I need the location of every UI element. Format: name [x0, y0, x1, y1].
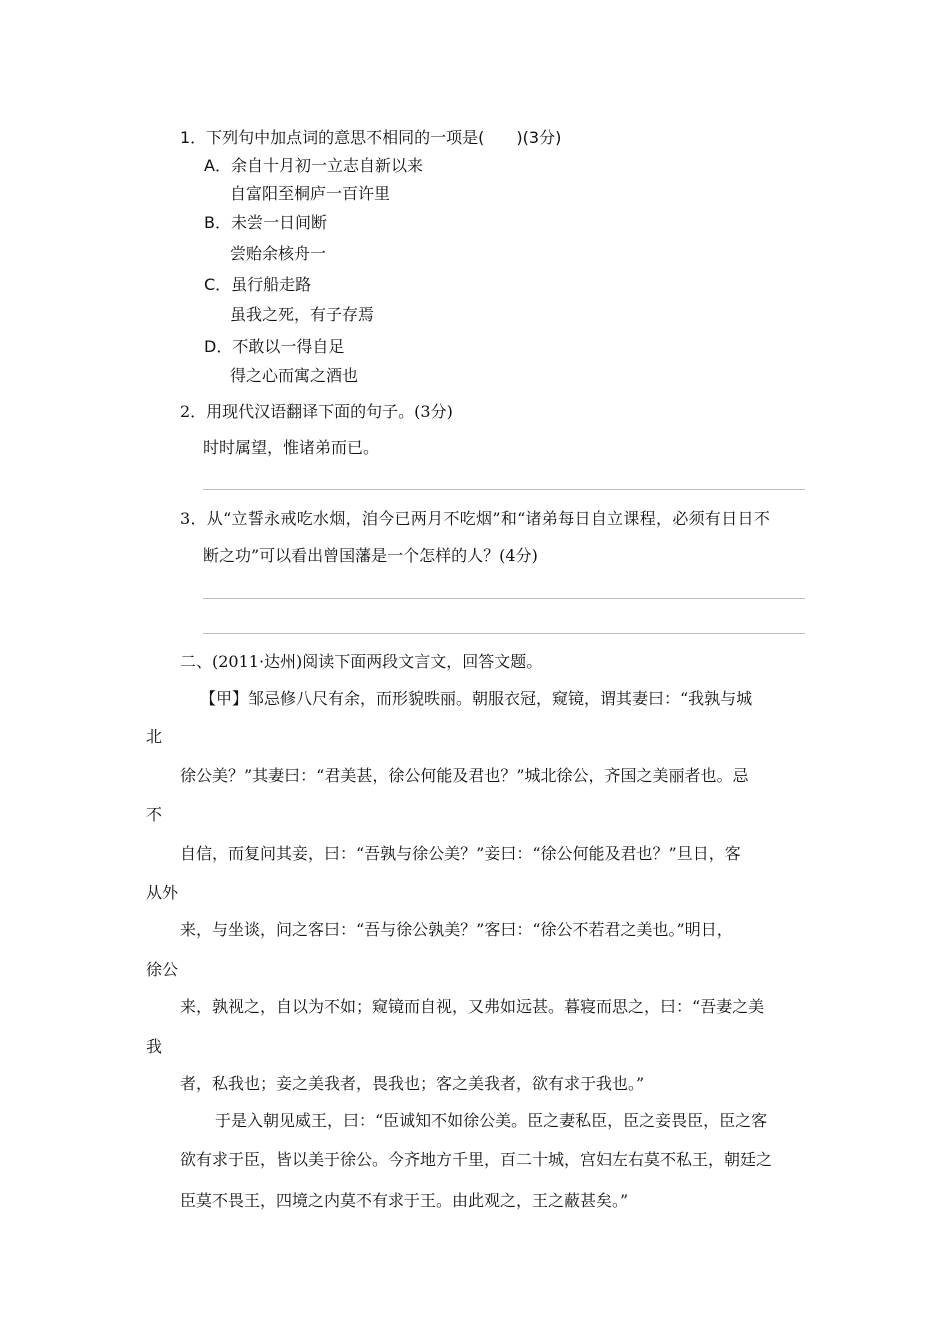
answer-line-3a [203, 598, 805, 599]
passage-jia-line-8: 徐公 [146, 960, 179, 979]
question-2-stem: 2．用现代汉语翻译下面的句子。(3分) [180, 402, 453, 421]
section-2-heading: 二、(2011·达州)阅读下面两段文言文，回答文题。 [180, 652, 543, 671]
passage-jia-line-1: 【甲】邹忌修八尺有余，而形貌昳丽。朝服衣冠，窥镜，谓其妻曰：“我孰与城 [200, 689, 753, 708]
answer-line-3b [203, 633, 805, 634]
passage-jia-line-2: 北 [146, 727, 163, 746]
option-d-line1: D．不敢以一得自足 [204, 337, 345, 356]
option-d-line2: 得之心而寓之酒也 [230, 366, 359, 385]
passage-jia-line-10: 我 [146, 1037, 163, 1056]
option-c-line1: C．虽行船走路 [204, 275, 312, 294]
passage-jia-line-5: 自信，而复问其妾，曰：“吾孰与徐公美？”妾曰：“徐公何能及君也？”旦日，客 [180, 844, 741, 863]
passage-jia-para2-line-1: 于是入朝见威王，曰：“臣诚知不如徐公美。臣之妻私臣，臣之妾畏臣，臣之客 [215, 1111, 768, 1130]
question-1-stem: 1．下列句中加点词的意思不相同的一项是( )(3分) [180, 128, 562, 147]
option-b-line1: B．未尝一日间断 [204, 213, 327, 232]
passage-jia-line-6: 从外 [146, 883, 179, 902]
option-b-line2: 尝贻余核舟一 [230, 244, 327, 263]
question-2-sentence: 时时属望，惟诸弟而已。 [203, 438, 380, 457]
passage-jia-line-4: 不 [146, 805, 163, 824]
passage-jia-para2-line-2: 欲有求于臣，皆以美于徐公。今齐地方千里，百二十城，宫妇左右莫不私王，朝廷之 [180, 1150, 773, 1169]
answer-line-2 [203, 489, 805, 490]
option-c-line2: 虽我之死，有子存焉 [230, 305, 375, 324]
question-3-line2: 断之功”可以看出曾国藩是一个怎样的人？(4分) [203, 546, 538, 565]
passage-jia-line-7: 来，与坐谈，问之客曰：“吾与徐公孰美？”客曰：“徐公不若君之美也。”明日， [180, 920, 733, 939]
passage-jia-para2-line-3: 臣莫不畏王，四境之内莫不有求于王。由此观之，王之蔽甚矣。” [180, 1191, 629, 1210]
option-a-line1: A．余自十月初一立志自新以来 [204, 156, 423, 175]
option-a-line2: 自富阳至桐庐一百许里 [230, 184, 391, 203]
passage-jia-line-11: 者，私我也；妾之美我者，畏我也；客之美我者，欲有求于我也。” [180, 1074, 645, 1093]
passage-jia-line-3: 徐公美？”其妻曰：“君美甚，徐公何能及君也？”城北徐公，齐国之美丽者也。忌 [180, 766, 749, 785]
question-3-line1: 3．从“立誓永戒吃水烟，洎今已两月不吃烟”和“诸弟每日自立课程，必须有日日不 [180, 509, 771, 528]
passage-jia-line-9: 来，孰视之，自以为不如；窥镜而自视，又弗如远甚。暮寝而思之，曰：“吾妻之美 [180, 997, 765, 1016]
